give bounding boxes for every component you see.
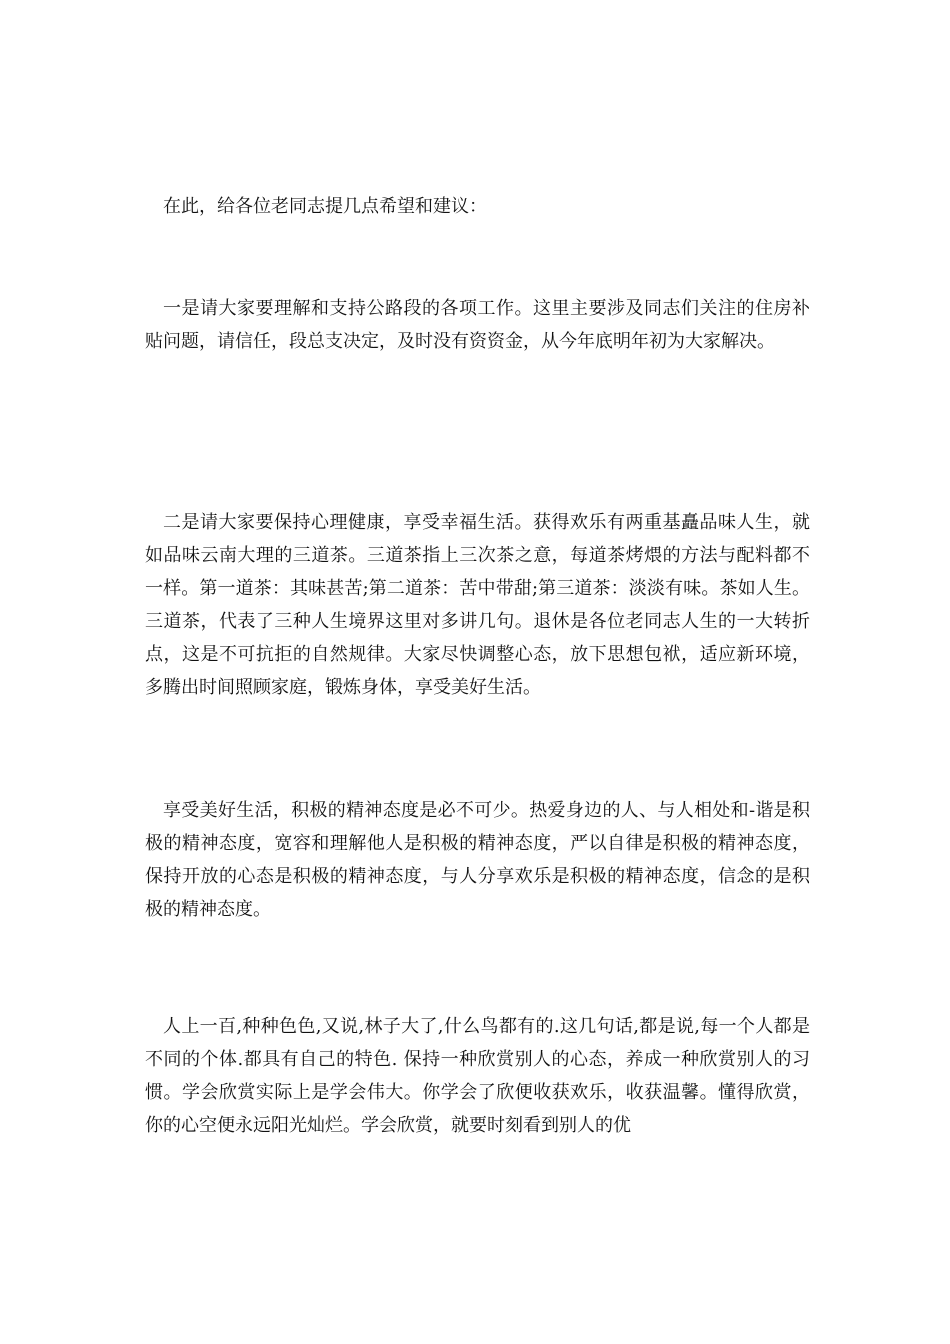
paragraph-positive-attitude: 享受美好生活，积极的精神态度是必不可少。热爱身边的人、与人相处和-谐是积极的精神态度，宽容和理解他人是积极的精神态度，严以自律是积极的精神态度，保持开放的心态是积极的精神态度，与人分享欢乐是积极的精神态度，信念的是积极的精神态度。 (145, 800, 810, 920)
paragraph-point-one: 一是请大家要理解和支持公路段的各项工作。这里主要涉及同志们关注的住房补贴问题，请信任，段总支决定，及时没有资资金，从今年底明年初为大家解决。 (145, 298, 810, 352)
paragraph-appreciation: 人上一百,种种色色,又说,林子大了,什么鸟都有的.这几句话,都是说,每一个人都是不同的个体.都具有自己的特色. 保持一种欣赏别人的心态，养成一种欣赏别人的习惯。学会欣赏实际上是学会伟大。你学会了欣便收获欢乐，收获温馨。懂得欣赏，你的心空便永远阳光灿烂。学会欣赏，就要时刻看到别人的优 (145, 1016, 810, 1136)
paragraph-intro: 在此，给各位老同志提几点希望和建议： (163, 196, 487, 217)
paragraph-point-two: 二是请大家要保持心理健康，享受幸福生活。获得欢乐有两重基矗品味人生，就如品味云南大理的三道茶。三道茶指上三次茶之意，每道茶烤煨的方法与配料都不一样。第一道茶：其味甚苦;第二道茶：苦中带甜;第三道茶：淡淡有味。茶如人生。三道茶，代表了三种人生境界这里对多讲几句。退休是各位老同志人生的一大转折点，这是不可抗拒的自然规律。大家尽快调整心态，放下思想包袱，适应新环境，多腾出时间照顾家庭，锻炼身体，享受美好生活。 (145, 512, 810, 698)
